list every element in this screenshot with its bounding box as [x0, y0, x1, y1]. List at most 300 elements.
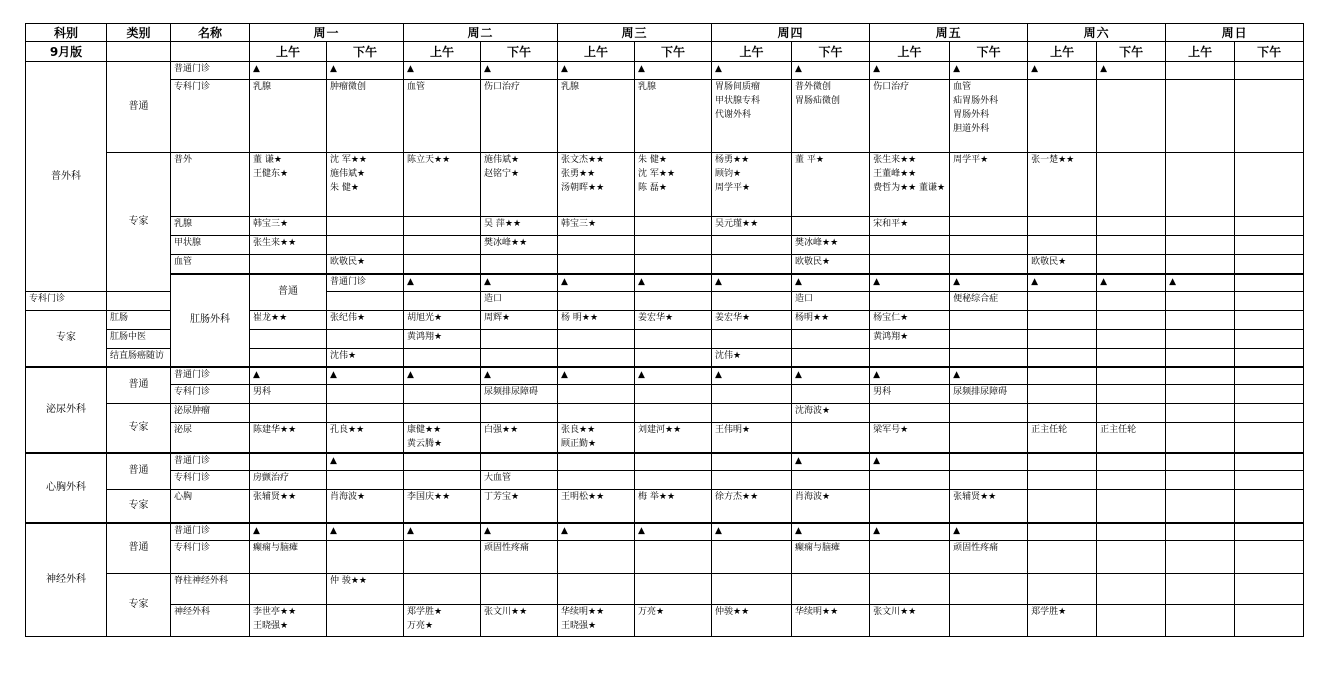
schedule-cell [1097, 80, 1166, 153]
schedule-cell: ▲ [870, 523, 950, 541]
schedule-cell [1235, 153, 1304, 217]
clinic-name-cell: 普通门诊 [171, 367, 250, 385]
schedule-cell [404, 541, 481, 574]
schedule-cell [950, 423, 1028, 453]
schedule-cell: 王伟明★ [712, 423, 792, 453]
clinic-name-cell: 泌尿 [171, 423, 250, 453]
schedule-cell: 欧敬民★ [327, 255, 404, 274]
schedule-cell: ▲ [712, 274, 792, 292]
schedule-cell: 樊冰峰★★ [481, 236, 558, 255]
schedule-cell: 张辅贤★★ [950, 490, 1028, 523]
schedule-cell: 丁芳宝★ [481, 490, 558, 523]
schedule-cell [1028, 471, 1097, 490]
schedule-cell: 杨明★★ [792, 311, 870, 330]
schedule-cell: ▲ [1028, 274, 1097, 292]
schedule-cell [1166, 367, 1235, 385]
schedule-cell: 康健★★ 黄云腾★ [404, 423, 481, 453]
schedule-cell [1166, 404, 1235, 423]
schedule-cell [950, 330, 1028, 349]
schedule-cell [712, 471, 792, 490]
table-row [26, 574, 1304, 605]
schedule-cell: 梅 举★★ [635, 490, 712, 523]
schedule-cell [792, 330, 870, 349]
schedule-cell: 伤口治疗 [870, 80, 950, 153]
header-day-sun: 周日 [1166, 24, 1304, 42]
schedule-cell: 造口 [481, 292, 558, 311]
header-am: 上午 [558, 42, 635, 62]
schedule-cell: 刘建河★★ [635, 423, 712, 453]
schedule-cell: 郑学胜★ [1028, 605, 1097, 637]
schedule-cell [870, 292, 950, 311]
schedule-cell [1097, 217, 1166, 236]
schedule-cell [1235, 490, 1304, 523]
schedule-cell: 顽固性疼痛 [950, 541, 1028, 574]
schedule-cell [1097, 153, 1166, 217]
schedule-cell [950, 404, 1028, 423]
schedule-cell [1235, 453, 1304, 471]
schedule-cell: 沈伟★ [712, 349, 792, 367]
schedule-cell: ▲ [1166, 274, 1235, 292]
header-day-thu: 周四 [712, 24, 870, 42]
schedule-cell [1166, 574, 1235, 605]
schedule-cell: 华续明★★ 王晓强★ [558, 605, 635, 637]
table-row [26, 541, 1304, 574]
schedule-cell [1166, 453, 1235, 471]
table-row [26, 453, 1304, 471]
clinic-name-cell: 普通门诊 [171, 453, 250, 471]
schedule-cell [327, 236, 404, 255]
schedule-cell: ▲ [558, 367, 635, 385]
schedule-cell: 张文川★★ [870, 605, 950, 637]
schedule-cell [327, 605, 404, 637]
schedule-cell [327, 330, 404, 349]
schedule-cell [1235, 255, 1304, 274]
schedule-cell: 尿频排尿障碍 [481, 385, 558, 404]
schedule-cell: 血管 [404, 80, 481, 153]
schedule-cell [1097, 453, 1166, 471]
schedule-cell: 周学平★ [950, 153, 1028, 217]
schedule-cell: 仲骏★★ [712, 605, 792, 637]
schedule-cell [327, 217, 404, 236]
schedule-cell [558, 292, 635, 311]
schedule-cell [950, 255, 1028, 274]
category-cell: 专家 [107, 574, 171, 637]
table-row [26, 62, 1304, 80]
schedule-cell [1166, 80, 1235, 153]
schedule-cell [1235, 423, 1304, 453]
schedule-cell: ▲ [870, 274, 950, 292]
schedule-cell [250, 330, 327, 349]
schedule-cell: 王明松★★ [558, 490, 635, 523]
schedule-cell [250, 349, 327, 367]
clinic-name-cell: 乳腺 [171, 217, 250, 236]
schedule-cell [558, 471, 635, 490]
clinic-name-cell: 甲状腺 [171, 236, 250, 255]
table-row [26, 236, 1304, 255]
schedule-cell: 樊冰峰★★ [792, 236, 870, 255]
header-row-halves [26, 42, 1304, 62]
schedule-cell [792, 349, 870, 367]
schedule-cell: 黄鸿翔★ [870, 330, 950, 349]
schedule-cell: ▲ [404, 367, 481, 385]
header-pm: 下午 [1235, 42, 1304, 62]
schedule-cell [792, 385, 870, 404]
schedule-cell [1235, 274, 1304, 292]
header-pm: 下午 [481, 42, 558, 62]
table-row [26, 605, 1304, 637]
schedule-cell [1235, 349, 1304, 367]
category-cell: 专家 [107, 490, 171, 523]
clinic-name-cell: 专科门诊 [171, 80, 250, 153]
schedule-cell: 张文杰★★ 张勇★★ 汤朝晖★★ [558, 153, 635, 217]
schedule-cell [481, 255, 558, 274]
header-day-tue: 周二 [404, 24, 558, 42]
schedule-cell [1097, 367, 1166, 385]
schedule-cell: 乳腺 [558, 80, 635, 153]
schedule-cell: 韩宝三★ [558, 217, 635, 236]
schedule-cell [327, 471, 404, 490]
schedule-cell: 尿频排尿障碍 [950, 385, 1028, 404]
schedule-body [26, 62, 1304, 637]
schedule-cell: ▲ [635, 367, 712, 385]
schedule-cell: 李国庆★★ [404, 490, 481, 523]
header-pm: 下午 [635, 42, 712, 62]
schedule-cell: 仲 骏★★ [327, 574, 404, 605]
schedule-cell: 吴 萍★★ [481, 217, 558, 236]
clinic-name-cell: 泌尿肿瘤 [171, 404, 250, 423]
schedule-cell [404, 292, 481, 311]
category-cell: 专家 [26, 311, 107, 367]
department-cell: 泌尿外科 [26, 367, 107, 453]
schedule-cell [870, 574, 950, 605]
schedule-cell: ▲ [870, 367, 950, 385]
schedule-cell [327, 292, 404, 311]
schedule-cell: 陈建华★★ [250, 423, 327, 453]
schedule-cell [1235, 541, 1304, 574]
category-cell: 专家 [107, 404, 171, 453]
clinic-name-cell: 血管 [171, 255, 250, 274]
schedule-cell: 白强★★ [481, 423, 558, 453]
schedule-cell: 肖海波★ [792, 490, 870, 523]
clinic-name-cell: 脊柱神经外科 [171, 574, 250, 605]
schedule-cell [1235, 367, 1304, 385]
schedule-cell: 欧敬民★ [792, 255, 870, 274]
schedule-cell [1235, 404, 1304, 423]
table-row [26, 80, 1304, 153]
schedule-cell [1097, 236, 1166, 255]
schedule-cell [635, 541, 712, 574]
header-pm: 下午 [950, 42, 1028, 62]
schedule-cell [1235, 80, 1304, 153]
schedule-cell [870, 490, 950, 523]
header-row-days [26, 24, 1304, 42]
clinic-name-cell: 普通门诊 [171, 523, 250, 541]
table-row [26, 385, 1304, 404]
schedule-cell [107, 292, 171, 311]
schedule-cell: 周辉★ [481, 311, 558, 330]
schedule-cell [1028, 490, 1097, 523]
schedule-cell [1097, 490, 1166, 523]
clinic-name-cell: 神经外科 [171, 605, 250, 637]
header-department: 科别 [26, 24, 107, 42]
schedule-cell: 孔良★★ [327, 423, 404, 453]
schedule-cell [1166, 423, 1235, 453]
schedule-cell [1166, 471, 1235, 490]
clinic-name-cell: 肛肠 [107, 311, 171, 330]
schedule-cell [558, 255, 635, 274]
schedule-cell: 杨 明★★ [558, 311, 635, 330]
schedule-cell: ▲ [404, 274, 481, 292]
schedule-cell: ▲ [712, 367, 792, 385]
schedule-cell [635, 330, 712, 349]
schedule-cell: 普外微创 胃肠疝微创 [792, 80, 870, 153]
department-cell: 神经外科 [26, 523, 107, 637]
schedule-cell [950, 453, 1028, 471]
schedule-cell [1028, 311, 1097, 330]
schedule-cell: ▲ [481, 523, 558, 541]
schedule-cell: 伤口治疗 [481, 80, 558, 153]
header-blank [171, 42, 250, 62]
schedule-cell: 血管 疝胃肠外科 胃肠外科 胆道外科 [950, 80, 1028, 153]
schedule-cell: ▲ [404, 62, 481, 80]
schedule-cell [870, 471, 950, 490]
schedule-cell: 房颤治疗 [250, 471, 327, 490]
schedule-cell: ▲ [481, 274, 558, 292]
schedule-cell: 张辅贤★★ [250, 490, 327, 523]
schedule-cell: ▲ [950, 62, 1028, 80]
schedule-cell: 乳腺 [635, 80, 712, 153]
schedule-cell: ▲ [792, 62, 870, 80]
schedule-cell: 张纪伟★ [327, 311, 404, 330]
schedule-cell [635, 404, 712, 423]
category-cell: 专家 [107, 153, 171, 292]
table-row [26, 367, 1304, 385]
header-name: 名称 [171, 24, 250, 42]
clinic-name-cell: 专科门诊 [171, 385, 250, 404]
schedule-cell [1028, 349, 1097, 367]
clinic-name-cell: 肛肠中医 [107, 330, 171, 349]
schedule-cell [1235, 523, 1304, 541]
schedule-cell: 便秘综合症 [950, 292, 1028, 311]
schedule-cell: ▲ [792, 274, 870, 292]
clinic-schedule-table [25, 23, 1304, 637]
schedule-cell [1028, 236, 1097, 255]
schedule-cell [1028, 217, 1097, 236]
schedule-cell [712, 453, 792, 471]
header-day-mon: 周一 [250, 24, 404, 42]
schedule-cell [250, 404, 327, 423]
clinic-name-cell: 普通门诊 [171, 62, 250, 80]
schedule-cell: 乳腺 [250, 80, 327, 153]
schedule-cell: 董 平★ [792, 153, 870, 217]
schedule-cell [635, 255, 712, 274]
header-pm: 下午 [1097, 42, 1166, 62]
header-day-wed: 周三 [558, 24, 712, 42]
header-edition: 9月版 [26, 42, 107, 62]
schedule-cell: ▲ [250, 62, 327, 80]
header-day-fri: 周五 [870, 24, 1028, 42]
schedule-cell [635, 453, 712, 471]
clinic-name-cell: 专科门诊 [171, 541, 250, 574]
schedule-cell [558, 404, 635, 423]
clinic-name-cell: 专科门诊 [26, 292, 107, 311]
schedule-cell: ▲ [481, 62, 558, 80]
schedule-cell: 崔龙★★ [250, 311, 327, 330]
schedule-cell [1235, 292, 1304, 311]
schedule-cell: 男科 [250, 385, 327, 404]
schedule-cell: 韩宝三★ [250, 217, 327, 236]
schedule-cell [558, 385, 635, 404]
schedule-cell [950, 471, 1028, 490]
schedule-cell: ▲ [327, 523, 404, 541]
schedule-cell: ▲ [635, 274, 712, 292]
schedule-cell [635, 471, 712, 490]
schedule-cell: 欧敬民★ [1028, 255, 1097, 274]
schedule-cell: ▲ [792, 453, 870, 471]
schedule-cell: 李世亭★★ 王晓强★ [250, 605, 327, 637]
schedule-cell [481, 404, 558, 423]
schedule-cell [792, 471, 870, 490]
table-row [26, 523, 1304, 541]
schedule-cell [950, 574, 1028, 605]
schedule-cell [1235, 217, 1304, 236]
schedule-cell: ▲ [404, 523, 481, 541]
schedule-cell: ▲ [1097, 274, 1166, 292]
schedule-cell: ▲ [558, 523, 635, 541]
schedule-cell [635, 217, 712, 236]
schedule-cell [1166, 523, 1235, 541]
schedule-cell [558, 541, 635, 574]
schedule-cell: 吴元瑾★★ [712, 217, 792, 236]
schedule-cell [792, 217, 870, 236]
schedule-cell: 沈 军★★ 施伟斌★ 朱 健★ [327, 153, 404, 217]
schedule-cell: ▲ [635, 523, 712, 541]
schedule-cell [250, 255, 327, 274]
schedule-cell: ▲ [558, 62, 635, 80]
schedule-cell [1235, 236, 1304, 255]
schedule-cell [1097, 471, 1166, 490]
schedule-cell [950, 349, 1028, 367]
schedule-cell [870, 255, 950, 274]
clinic-name-cell: 普外 [171, 153, 250, 217]
schedule-cell [1166, 153, 1235, 217]
schedule-cell [712, 292, 792, 311]
schedule-cell [1166, 490, 1235, 523]
schedule-cell: ▲ [950, 523, 1028, 541]
schedule-cell [1028, 385, 1097, 404]
schedule-cell: 陈立天★★ [404, 153, 481, 217]
category-cell: 普通 [107, 62, 171, 153]
schedule-cell [1028, 330, 1097, 349]
schedule-cell [792, 423, 870, 453]
table-row [26, 255, 1304, 274]
schedule-cell: ▲ [635, 62, 712, 80]
table-row [26, 274, 1304, 292]
schedule-cell: ▲ [792, 523, 870, 541]
schedule-cell [404, 453, 481, 471]
header-am: 上午 [712, 42, 792, 62]
schedule-cell: 张生来★★ 王董峰★★ 费哲为★★ 董谦★ [870, 153, 950, 217]
schedule-cell: ▲ [481, 367, 558, 385]
schedule-cell: 造口 [792, 292, 870, 311]
schedule-cell [1028, 404, 1097, 423]
header-am: 上午 [250, 42, 327, 62]
schedule-cell [950, 236, 1028, 255]
schedule-cell [404, 471, 481, 490]
schedule-cell [1166, 541, 1235, 574]
schedule-cell: 姜宏华★ [712, 311, 792, 330]
schedule-cell [481, 453, 558, 471]
schedule-cell [481, 330, 558, 349]
department-cell: 普外科 [26, 62, 107, 292]
schedule-cell [404, 574, 481, 605]
schedule-cell [950, 311, 1028, 330]
schedule-cell [404, 236, 481, 255]
schedule-cell: 张一楚★★ [1028, 153, 1097, 217]
category-cell: 普通 [107, 523, 171, 574]
schedule-cell [558, 453, 635, 471]
schedule-cell: ▲ [250, 523, 327, 541]
schedule-cell: 肖海波★ [327, 490, 404, 523]
schedule-cell: 朱 健★ 沈 军★★ 陈 磊★ [635, 153, 712, 217]
header-pm: 下午 [327, 42, 404, 62]
schedule-cell [1028, 292, 1097, 311]
schedule-cell [870, 236, 950, 255]
schedule-cell [1166, 349, 1235, 367]
schedule-cell [1028, 80, 1097, 153]
table-row [26, 217, 1304, 236]
schedule-cell: ▲ [870, 62, 950, 80]
schedule-cell [1166, 311, 1235, 330]
schedule-cell [1166, 605, 1235, 637]
schedule-cell [404, 404, 481, 423]
schedule-cell [1166, 255, 1235, 274]
schedule-cell: 大血管 [481, 471, 558, 490]
schedule-cell [1166, 62, 1235, 80]
schedule-cell: 正主任轮 [1028, 423, 1097, 453]
schedule-cell [1166, 236, 1235, 255]
schedule-cell [712, 574, 792, 605]
schedule-cell [712, 404, 792, 423]
schedule-cell [635, 385, 712, 404]
schedule-cell [1235, 574, 1304, 605]
schedule-cell [950, 217, 1028, 236]
schedule-cell: ▲ [327, 453, 404, 471]
schedule-cell [1235, 385, 1304, 404]
schedule-cell: 张生来★★ [250, 236, 327, 255]
header-am: 上午 [404, 42, 481, 62]
schedule-cell [404, 349, 481, 367]
schedule-cell: 黄鸿翔★ [404, 330, 481, 349]
clinic-name-cell: 心胸 [171, 490, 250, 523]
schedule-cell [404, 255, 481, 274]
schedule-cell: 万亮★ [635, 605, 712, 637]
schedule-cell [712, 385, 792, 404]
schedule-cell [558, 236, 635, 255]
schedule-cell [1028, 367, 1097, 385]
schedule-cell [712, 236, 792, 255]
schedule-cell: 张文川★★ [481, 605, 558, 637]
schedule-cell [327, 404, 404, 423]
category-cell: 普通 [107, 453, 171, 490]
schedule-cell [1097, 330, 1166, 349]
schedule-cell [712, 541, 792, 574]
table-row [26, 404, 1304, 423]
schedule-cell [558, 349, 635, 367]
schedule-cell: 施伟斌★ 赵铭宁★ [481, 153, 558, 217]
schedule-cell [327, 541, 404, 574]
schedule-cell: ▲ [712, 62, 792, 80]
